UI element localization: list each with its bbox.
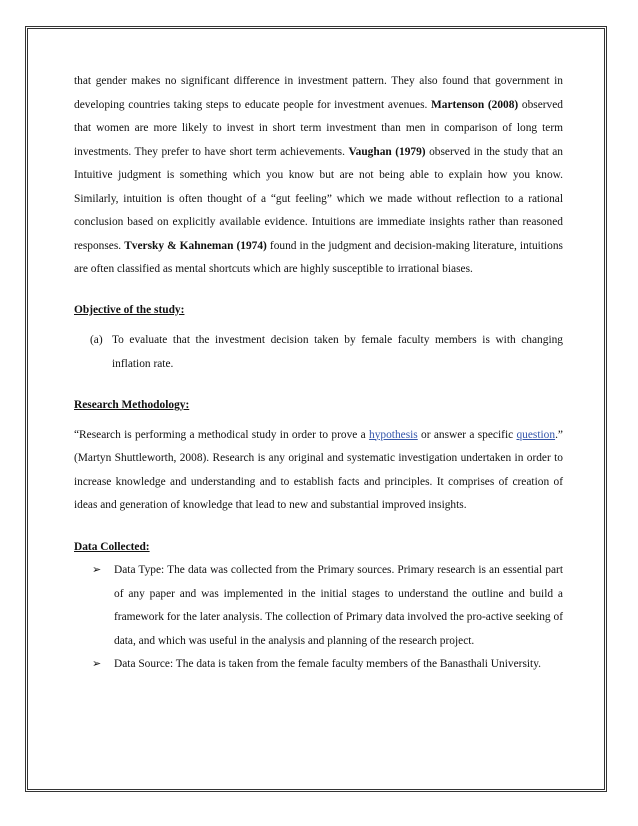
list-item (90, 653, 563, 677)
intro-text-3: observed in the study that an Intuitive judgment is something which you know but are not being able to explain how you know. Similarly, intuition is often thought of a “gut feeling” which we made without reflection to a rational conclusion based on explicitly available evidence. Intuitions are immediate insights rather than reasoned responses. (74, 145, 563, 252)
methodology-text-1: “Research is performing a methodical study in order to prove a (74, 428, 370, 441)
methodology-text-2: or answer a specific (417, 428, 517, 441)
citation-tversky-kahneman: Tversky & Kahneman (1974) (124, 239, 267, 252)
hypothesis-link[interactable]: hypothesis (369, 428, 418, 441)
question-link[interactable]: question (516, 428, 556, 441)
methodology-paragraph (74, 424, 563, 518)
objective-list (74, 329, 563, 376)
list-marker: (a) (90, 334, 103, 346)
document-body (74, 70, 563, 677)
intro-paragraph (74, 70, 563, 282)
data-collected-list (74, 559, 563, 677)
data-collected-heading: Data Collected: (74, 540, 150, 553)
citation-vaughan: Vaughan (1979) (348, 145, 426, 158)
intro-text-4: found in the judgment and decision-making literature, intuitions are often classified as mental shortcuts which are highly susceptible to irrational biases. (74, 239, 563, 275)
list-item-text: To evaluate that the investment decision taken by female faculty members is with changing inflation rate. (112, 334, 563, 370)
objective-heading: Objective of the study: (74, 303, 185, 316)
intro-text-1: that gender makes no significant difference in investment pattern. They also found that government in developing countries taking steps to educate people for investment avenues. (74, 75, 563, 111)
methodology-heading: Research Methodology: (74, 399, 190, 411)
list-item-text: Data Source: The data is taken from the female faculty members of the Banasthali University. (114, 658, 542, 670)
citation-martenson: Martenson (2008) (431, 98, 519, 111)
list-item (90, 559, 563, 653)
list-item (90, 329, 563, 376)
list-item-text: Data Type: The data was collected from the Primary sources. Primary research is an essential part of any paper and was implemented in the initial stages to understand the outline and build a framework for the later analysis. The collection of Primary data involved the pro-active seeking of data, and which was useful in the analysis and planning of the research project. (114, 564, 563, 647)
methodology-text-3: .” (Martyn Shuttleworth, 2008). Research is any original and systematic investigation undertaken in order to increase knowledge and understanding and to establish facts and principles. It comprises of creation of ideas and generation of knowledge that lead to new and substantial improved insights. (74, 428, 563, 511)
arrow-bullet-icon: ➢ (92, 564, 102, 576)
arrow-bullet-icon: ➢ (92, 658, 102, 670)
intro-text-2: observed that women are more likely to invest in short term investment than men in comparison of long term investments. They prefer to have short term achievements. (74, 98, 563, 158)
